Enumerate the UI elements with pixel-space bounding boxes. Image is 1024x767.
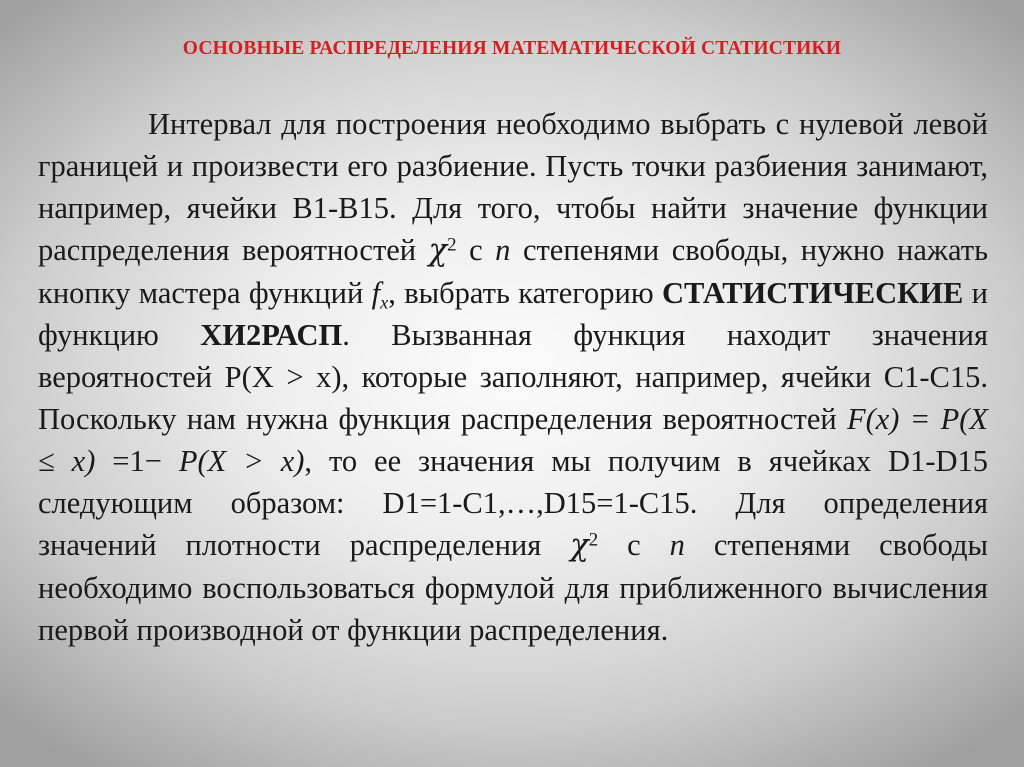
text-segment: с	[598, 528, 670, 562]
slide-title: ОСНОВНЫЕ РАСПРЕДЕЛЕНИЯ МАТЕМАТИЧЕСКОЙ СТАТИСТИКИ	[182, 38, 842, 59]
chi-exponent: 2	[447, 234, 457, 256]
category-name: СТАТИСТИЧЕСКИЕ	[662, 276, 964, 310]
var-n: n	[669, 528, 685, 562]
text-segment: степенями свободы необходимо воспользоваться формулой для приближенного вычисления первой производной от функции распределения.	[38, 528, 988, 647]
text-segment: , то ее значения мы получим в ячейках D1-D15 следующим образом: D1=1-C1,…,D15=1-C15. Для определения значений плотности распределения	[38, 444, 989, 562]
formula-cdf: F(x) = P(X ≤ x)	[38, 402, 988, 478]
var-n: n	[495, 233, 511, 267]
text-segment: . Вызванная функция находит значения вероятностей P(X > x), которые заполняют, например, ячейки C1-C15. Поскольку нам нужна функция распределения вероятностей	[38, 318, 988, 436]
fx-symbol: f	[371, 276, 381, 310]
text-segment: с	[456, 233, 496, 267]
function-name: ХИ2РАСП	[200, 318, 343, 352]
chi-exponent: 2	[588, 529, 599, 551]
fx-subscript: x	[380, 292, 389, 313]
text-segment: и функцию	[38, 276, 988, 352]
text-segment: Интервал для построения необходимо выбрать с нулевой левой границей и произвести его разбиение. Пусть точки разбиения занимают, например, ячейки B1-B15. Для того, чтобы найти значение функции распределения вероятностей	[38, 107, 988, 267]
text-segment: =1−	[95, 444, 179, 478]
text-segment: степенями свободы, нужно нажать кнопку мастера функций	[38, 233, 988, 310]
chi-symbol: χ	[428, 233, 448, 268]
formula-survival: P(X > x)	[178, 444, 305, 478]
body-paragraph	[38, 103, 988, 651]
text-segment: , выбрать категорию	[388, 276, 662, 310]
chi-symbol: χ	[570, 528, 589, 563]
